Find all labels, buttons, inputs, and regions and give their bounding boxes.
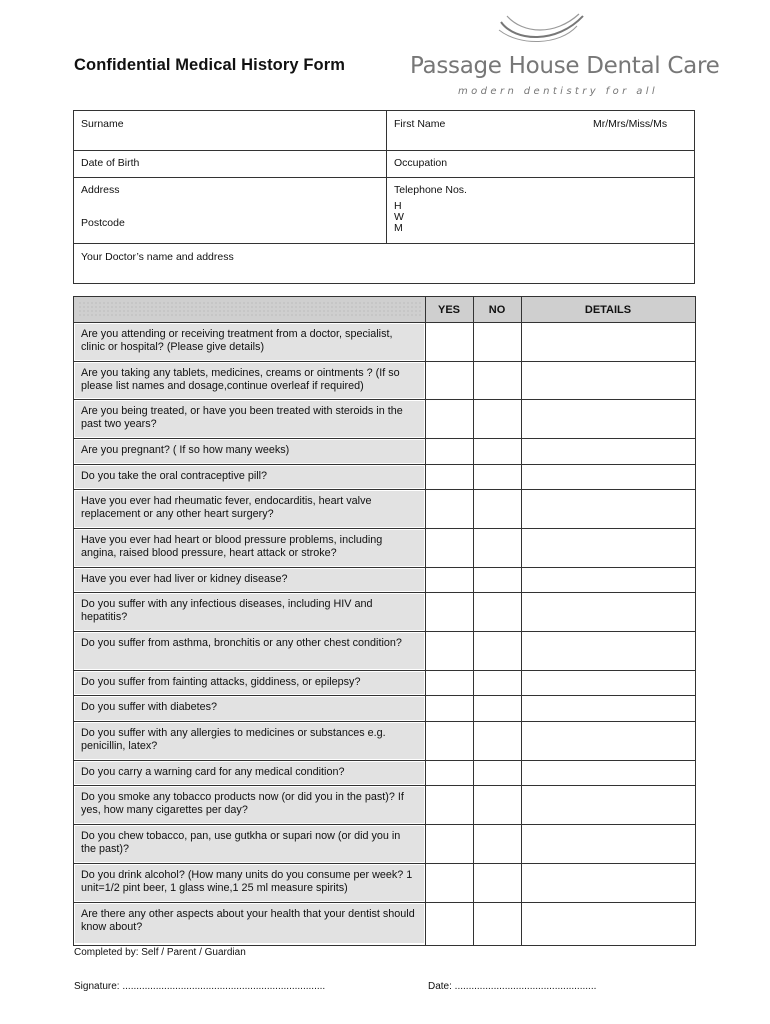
- first-name-field[interactable]: [387, 111, 694, 150]
- table-row: [74, 722, 695, 761]
- title-options-label: Mr/Mrs/Miss/Ms: [593, 118, 668, 130]
- question-text: Have you ever had rheumatic fever, endocarditis, heart valve replacement or any other heart surgery?: [75, 491, 424, 527]
- details-cell[interactable]: [522, 593, 695, 631]
- telephone-label: Telephone Nos.: [394, 184, 467, 196]
- no-cell[interactable]: [474, 529, 521, 567]
- question-text: Have you ever had heart or blood pressure problems, including angina, raised blood pressure, heart attack or stroke?: [75, 530, 424, 566]
- details-cell[interactable]: [522, 761, 695, 785]
- table-row: [74, 490, 695, 529]
- details-cell[interactable]: [522, 465, 695, 489]
- table-row: [74, 439, 695, 465]
- logo-swoosh-icon: [497, 12, 587, 44]
- form-title: Confidential Medical History Form: [74, 56, 345, 74]
- question-text: Are you being treated, or have you been treated with steroids in the past two years?: [75, 401, 424, 437]
- question-text: Do you suffer from asthma, bronchitis or any other chest condition?: [75, 633, 424, 669]
- no-cell[interactable]: [474, 439, 521, 464]
- no-cell[interactable]: [474, 786, 521, 824]
- table-row: [74, 696, 695, 722]
- no-cell[interactable]: [474, 864, 521, 902]
- yes-cell[interactable]: [426, 323, 473, 361]
- yes-cell[interactable]: [426, 362, 473, 399]
- yes-column-header: YES: [437, 304, 460, 316]
- table-row: [74, 362, 695, 400]
- yes-cell[interactable]: [426, 439, 473, 464]
- details-cell[interactable]: [522, 400, 695, 438]
- question-text: Do you take the oral contraceptive pill?: [75, 466, 424, 488]
- first-name-label: First Name: [394, 118, 446, 130]
- no-cell[interactable]: [474, 903, 521, 944]
- yes-cell[interactable]: [426, 864, 473, 902]
- yes-cell[interactable]: [426, 529, 473, 567]
- table-header: [74, 297, 695, 323]
- details-cell[interactable]: [522, 786, 695, 824]
- question-text: Do you carry a warning card for any medical condition?: [75, 762, 424, 784]
- table-row: [74, 671, 695, 696]
- details-cell[interactable]: [522, 696, 695, 721]
- yes-cell[interactable]: [426, 825, 473, 863]
- yes-cell[interactable]: [426, 490, 473, 528]
- question-text: Do you chew tobacco, pan, use gutkha or supari now (or did you in the past)?: [75, 826, 424, 862]
- details-cell[interactable]: [522, 362, 695, 399]
- yes-cell[interactable]: [426, 632, 473, 670]
- signature-line[interactable]: Signature: .........................................................................: [74, 981, 326, 992]
- surname-label: Surname: [81, 118, 124, 130]
- address-field[interactable]: [74, 178, 386, 243]
- details-cell[interactable]: [522, 825, 695, 863]
- question-text: Are you pregnant? ( If so how many weeks): [75, 440, 424, 463]
- yes-cell[interactable]: [426, 593, 473, 631]
- yes-cell[interactable]: [426, 722, 473, 760]
- address-label: Address: [81, 184, 120, 196]
- surname-field[interactable]: [74, 111, 386, 150]
- yes-cell[interactable]: [426, 465, 473, 489]
- question-text: Have you ever had liver or kidney disease?: [75, 569, 424, 591]
- question-text: Do you suffer with any allergies to medicines or substances e.g. penicillin, latex?: [75, 723, 424, 759]
- patient-details-section: [73, 110, 695, 284]
- no-cell[interactable]: [474, 632, 521, 670]
- no-column-header: NO: [488, 304, 506, 316]
- no-cell[interactable]: [474, 825, 521, 863]
- occupation-field[interactable]: [387, 151, 694, 177]
- no-cell[interactable]: [474, 696, 521, 721]
- question-text: Are you attending or receiving treatment from a doctor, specialist, clinic or hospital? (Please give details): [75, 324, 424, 360]
- table-row: [74, 903, 695, 944]
- details-cell[interactable]: [522, 529, 695, 567]
- question-text: Are there any other aspects about your health that your dentist should know about?: [75, 904, 424, 943]
- doctor-label: Your Doctor’s name and address: [81, 251, 234, 263]
- details-cell[interactable]: [522, 864, 695, 902]
- date-line[interactable]: Date: ...................................................: [428, 981, 597, 992]
- table-row: [74, 825, 695, 864]
- table-row: [74, 323, 695, 362]
- no-cell[interactable]: [474, 568, 521, 592]
- dob-field[interactable]: [74, 151, 386, 177]
- yes-cell[interactable]: [426, 400, 473, 438]
- details-cell[interactable]: [522, 903, 695, 944]
- table-row: [74, 761, 695, 786]
- completed-by: Completed by: Self / Parent / Guardian: [74, 947, 246, 958]
- yes-cell[interactable]: [426, 761, 473, 785]
- no-cell[interactable]: [474, 593, 521, 631]
- practice-name: Passage House Dental Care: [410, 53, 720, 79]
- yes-cell[interactable]: [426, 568, 473, 592]
- table-row: [74, 864, 695, 903]
- question-text: Do you suffer with any infectious diseases, including HIV and hepatitis?: [75, 594, 424, 630]
- no-cell[interactable]: [474, 465, 521, 489]
- tel-work-label: W: [394, 211, 404, 223]
- details-cell[interactable]: [522, 490, 695, 528]
- table-row: [74, 400, 695, 439]
- tel-mobile-label: M: [394, 222, 403, 234]
- medical-questions-table: [73, 296, 696, 946]
- table-row: [74, 786, 695, 825]
- no-cell[interactable]: [474, 722, 521, 760]
- table-row: [74, 593, 695, 632]
- occupation-label: Occupation: [394, 157, 448, 169]
- question-text: Do you smoke any tobacco products now (or did you in the past)? If yes, how many cigarettes per day?: [75, 787, 424, 823]
- details-cell[interactable]: [522, 671, 695, 695]
- details-cell[interactable]: [522, 568, 695, 592]
- telephone-field[interactable]: [387, 178, 694, 243]
- practice-tagline: modern dentistry for all: [458, 86, 659, 97]
- question-text: Do you drink alcohol? (How many units do you consume per week? 1 unit=1/2 pint beer, 1 glass wine,1 25 ml measure spirits): [75, 865, 424, 901]
- dob-label: Date of Birth: [81, 157, 140, 169]
- no-cell[interactable]: [474, 362, 521, 399]
- no-cell[interactable]: [474, 323, 521, 361]
- yes-cell[interactable]: [426, 696, 473, 721]
- details-cell[interactable]: [522, 323, 695, 361]
- table-row: [74, 529, 695, 568]
- doctor-field[interactable]: [74, 244, 694, 283]
- yes-cell[interactable]: [426, 903, 473, 944]
- table-row: [74, 568, 695, 593]
- details-cell[interactable]: [522, 722, 695, 760]
- details-cell[interactable]: [522, 439, 695, 464]
- question-text: Are you taking any tablets, medicines, creams or ointments ? (If so please list names and dosage,continue overleaf if required): [75, 363, 424, 398]
- details-column-header: DETAILS: [584, 304, 632, 316]
- no-cell[interactable]: [474, 671, 521, 695]
- question-text: Do you suffer with diabetes?: [75, 697, 424, 720]
- yes-cell[interactable]: [426, 786, 473, 824]
- table-row: [74, 465, 695, 490]
- yes-cell[interactable]: [426, 671, 473, 695]
- table-row: [74, 632, 695, 671]
- postcode-label: Postcode: [81, 217, 125, 229]
- details-cell[interactable]: [522, 632, 695, 670]
- question-text: Do you suffer from fainting attacks, giddiness, or epilepsy?: [75, 672, 424, 694]
- tel-home-label: H: [394, 200, 402, 212]
- no-cell[interactable]: [474, 490, 521, 528]
- no-cell[interactable]: [474, 761, 521, 785]
- no-cell[interactable]: [474, 400, 521, 438]
